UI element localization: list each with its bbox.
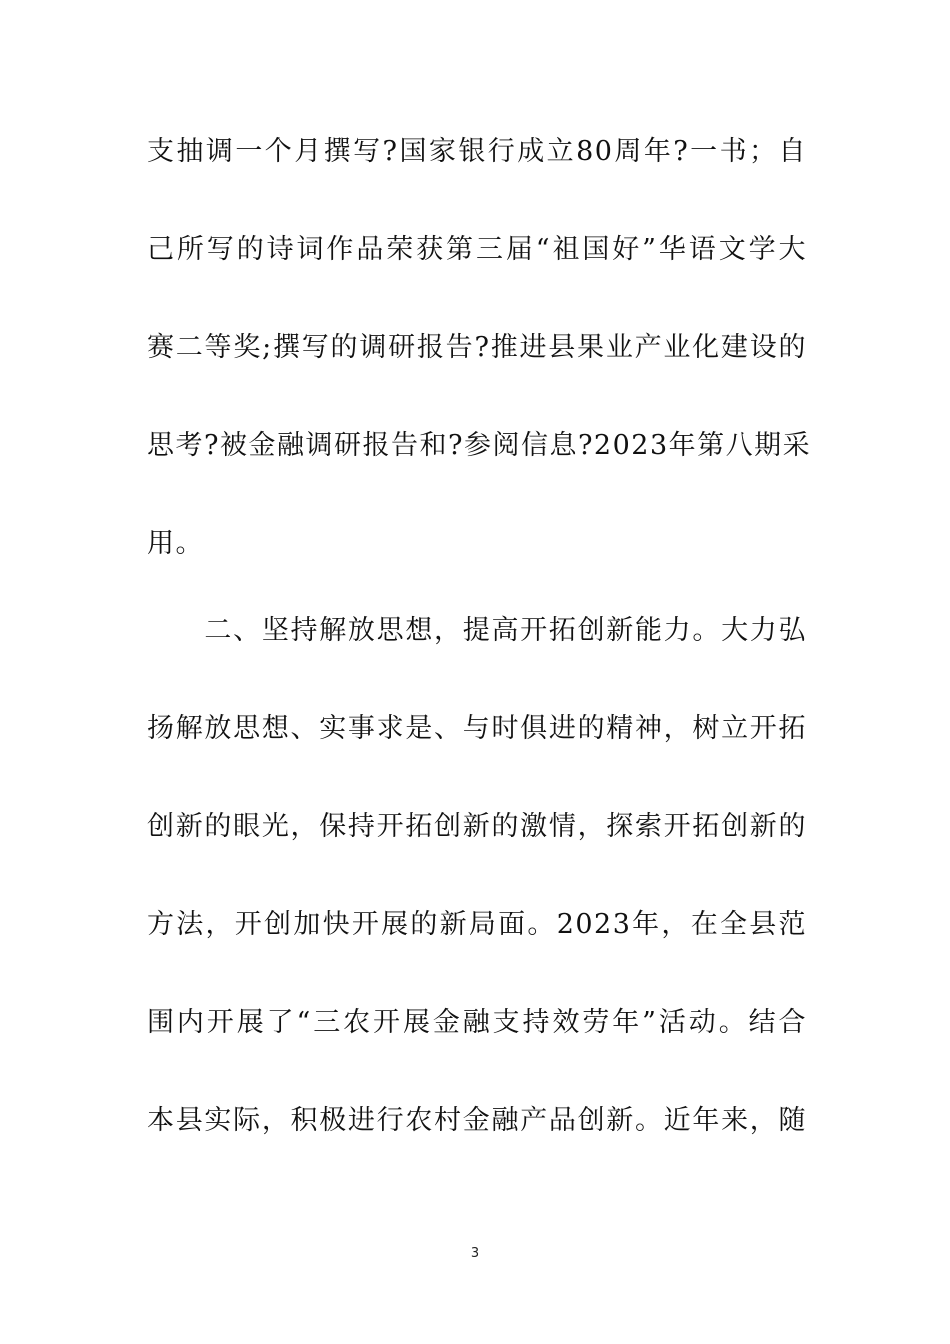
page-number: 3 <box>470 1246 480 1261</box>
text-line-2: 己所写的诗词作品荣获第三届“祖国好”华语文学大 <box>147 234 807 265</box>
text-line-11: 本县实际，积极进行农村金融产品创新。近年来，随 <box>147 1105 807 1136</box>
text-line-9: 方法，开创加快开展的新局面。2023年，在全县范 <box>147 909 807 940</box>
text-line-3: 赛二等奖;撰写的调研报告?推进县果业产业化建设的 <box>147 332 807 363</box>
section-heading-line: 二、坚持解放思想，提高开拓创新能力。大力弘 <box>147 615 807 646</box>
text-line-5: 用。 <box>147 528 204 559</box>
text-line-1: 支抽调一个月撰写?国家银行成立80周年?一书；自 <box>147 136 807 167</box>
text-line-4: 思考?被金融调研报告和?参阅信息?2023年第八期采 <box>147 430 812 461</box>
text-line-10: 围内开展了“三农开展金融支持效劳年”活动。结合 <box>147 1007 807 1038</box>
text-line-8: 创新的眼光，保持开拓创新的激情，探索开拓创新的 <box>147 811 807 842</box>
text-line-7: 扬解放思想、实事求是、与时俱进的精神，树立开拓 <box>147 713 807 744</box>
